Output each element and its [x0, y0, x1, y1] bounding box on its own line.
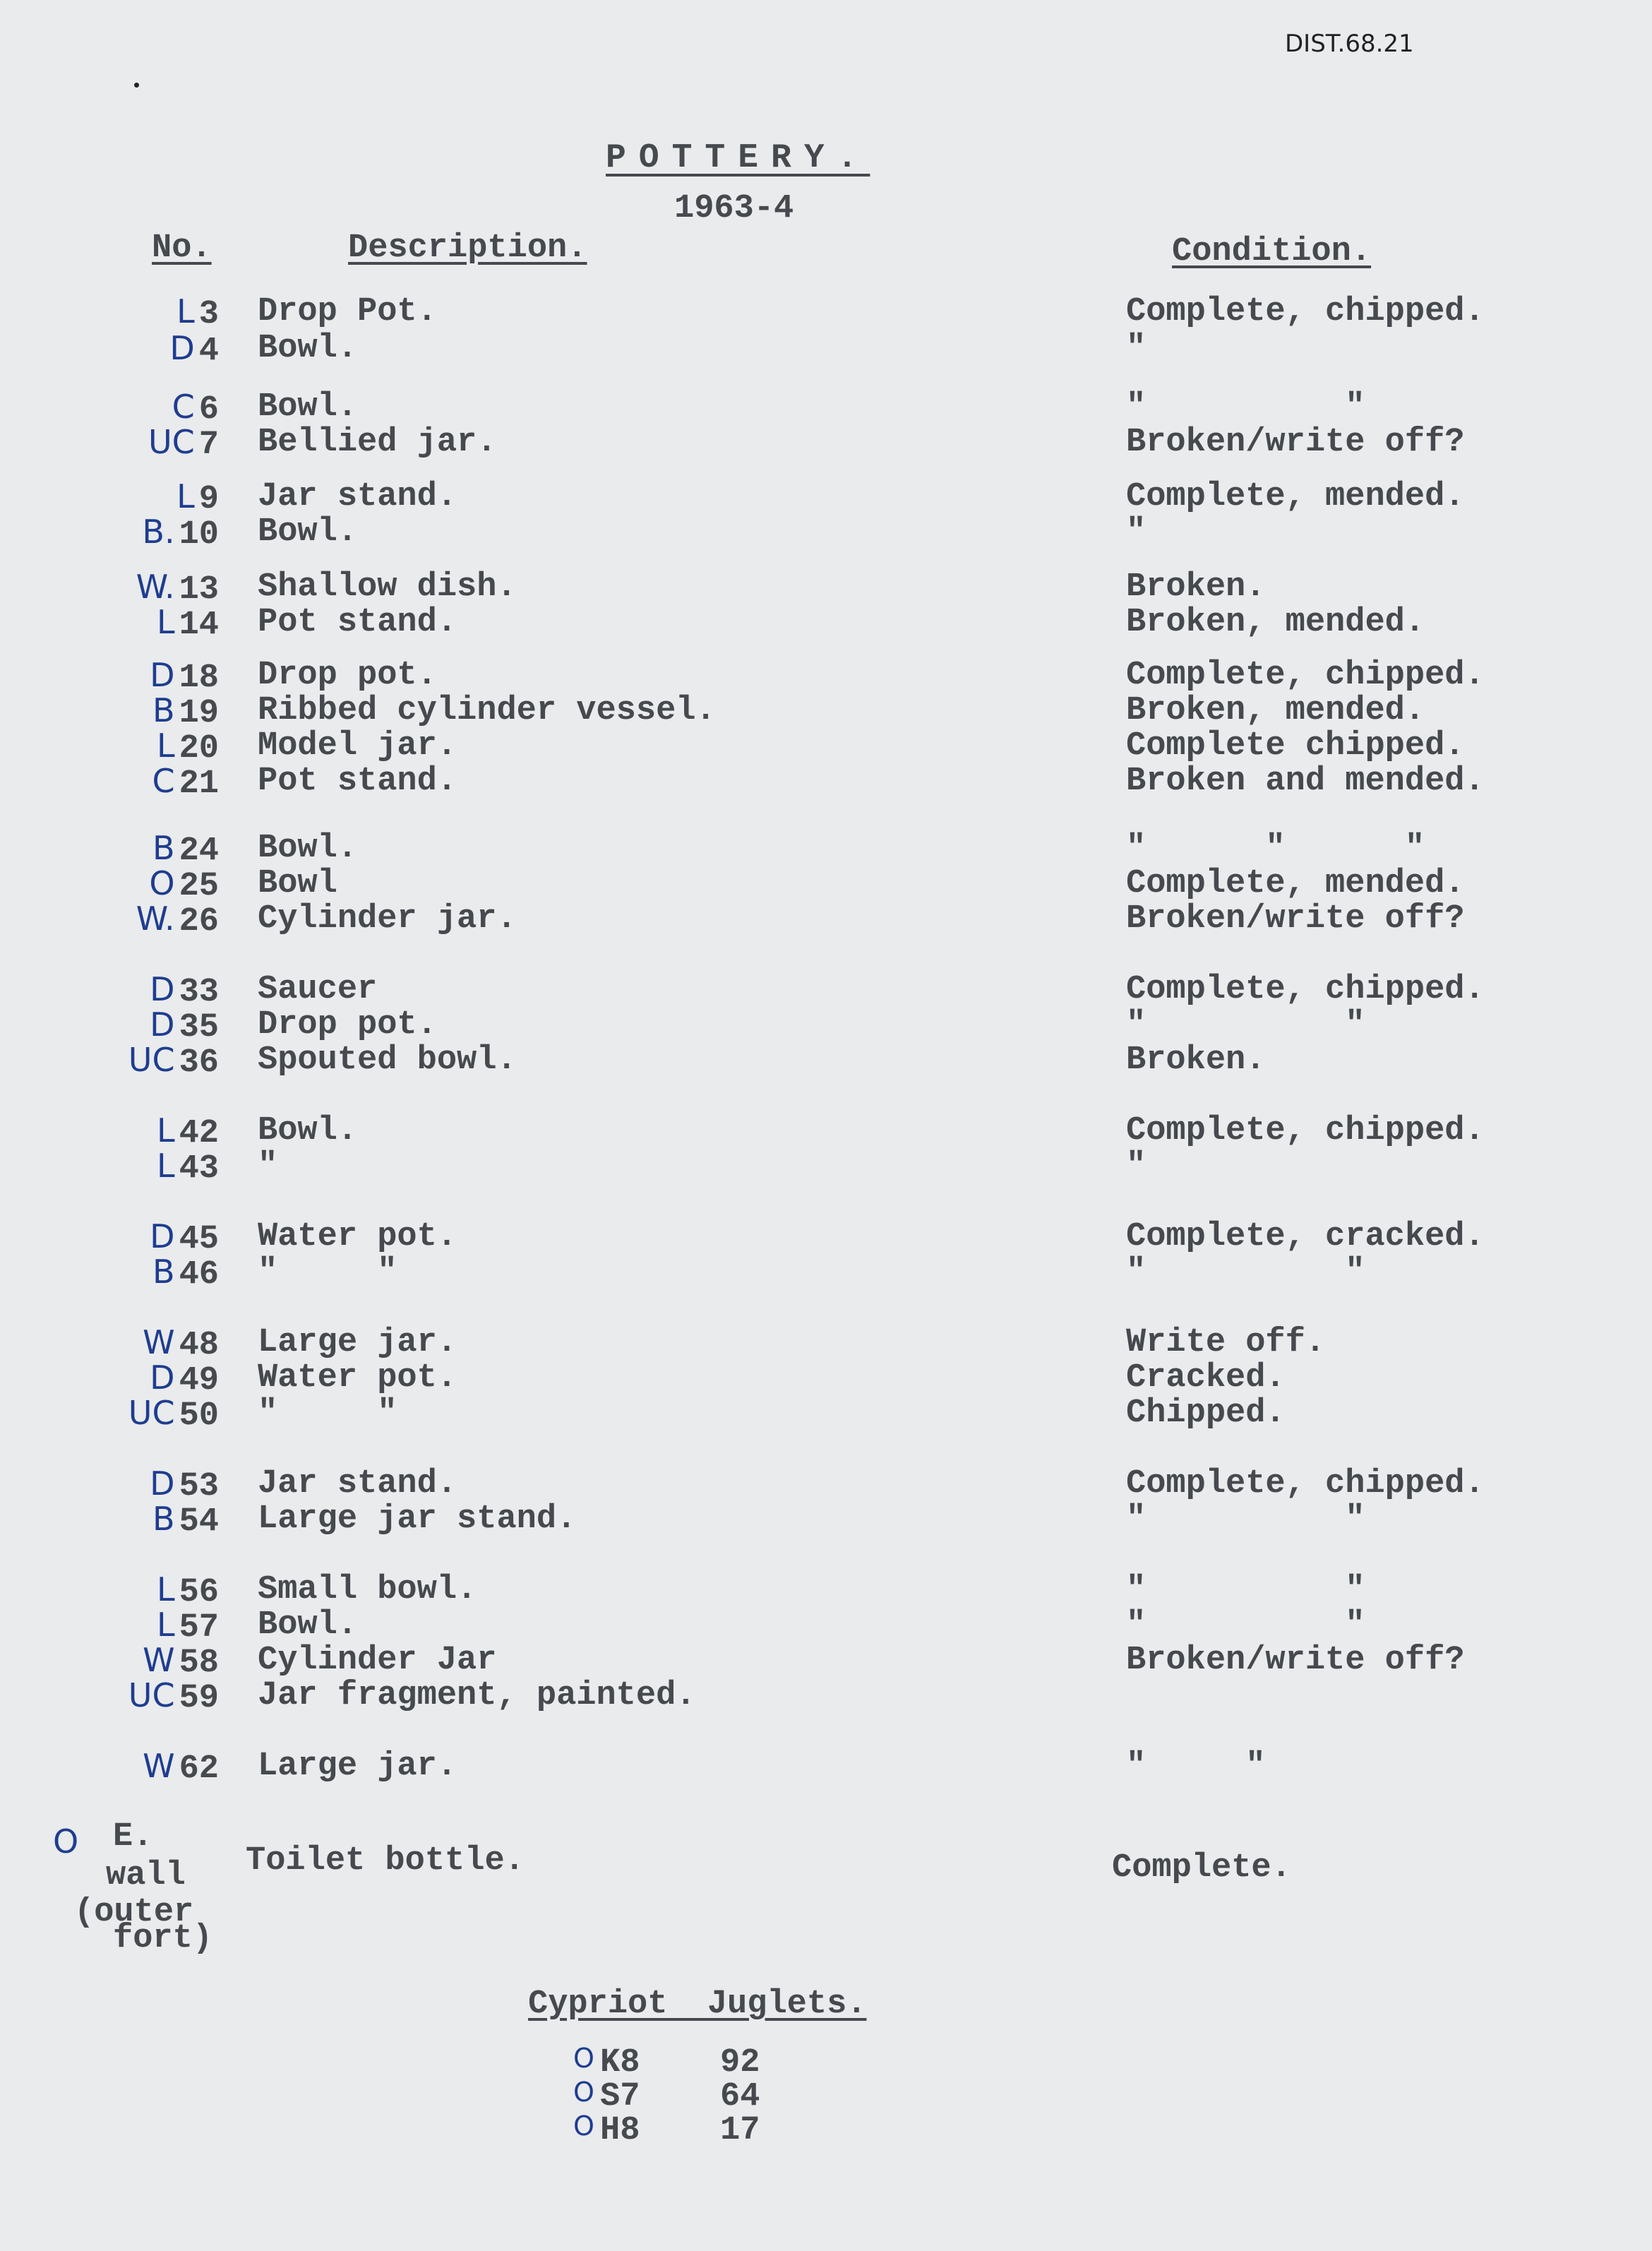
item-description: Ribbed cylinder vessel.	[258, 692, 716, 729]
juglet-mark: O	[573, 2077, 594, 2108]
item-no: 24	[179, 832, 219, 870]
item-description: Bowl.	[258, 1112, 358, 1150]
item-no: 54	[179, 1503, 219, 1541]
item-description: Bowl.	[258, 1606, 358, 1644]
list-item	[0, 423, 1652, 464]
item-location-mark: UC	[128, 1041, 175, 1079]
item-condition: Broken/write off?	[1126, 900, 1465, 938]
list-item	[0, 970, 1652, 1011]
item-number	[71, 1606, 219, 1647]
item-condition: Complete, mended.	[1126, 865, 1465, 902]
list-item	[0, 1217, 1652, 1258]
juglets-heading: Cypriot Juglets.	[528, 1986, 867, 2023]
item-location-mark: B	[152, 691, 175, 729]
item-no: 42	[179, 1115, 219, 1152]
item-number	[71, 603, 219, 644]
item-no: 35	[179, 1009, 219, 1046]
item-number	[71, 970, 219, 1011]
list-item	[0, 390, 1652, 427]
item-condition: " "	[1126, 1500, 1365, 1538]
item-no: 50	[179, 1397, 219, 1435]
item-number	[71, 477, 219, 518]
list-item	[0, 1608, 1652, 1645]
list-item	[0, 762, 1652, 803]
item-location-mark: UC	[148, 423, 195, 461]
juglet-value: 17	[720, 2112, 760, 2149]
item-condition: Complete, chipped.	[1126, 293, 1485, 330]
item-number	[71, 1041, 219, 1082]
page-title: POTTERY.	[606, 139, 870, 177]
juglet-code: K8	[600, 2044, 640, 2082]
juglet-mark: O	[573, 2043, 594, 2074]
item-description: " "	[258, 1395, 397, 1432]
item-condition: "	[1126, 513, 1147, 551]
item-location-mark: L	[156, 603, 175, 641]
item-no: 4	[198, 333, 219, 370]
header-condition: Condition.	[1172, 233, 1372, 270]
item-description: Bowl.	[258, 330, 358, 367]
item-description: Large jar stand.	[258, 1500, 577, 1538]
item-no: 33	[179, 974, 219, 1011]
wall-item-location-4: fort)	[113, 1920, 213, 1957]
item-condition: Broken and mended.	[1126, 763, 1485, 800]
item-condition: Complete, cracked.	[1126, 1218, 1485, 1255]
item-number	[71, 1394, 219, 1435]
item-location-mark: D	[150, 1217, 175, 1255]
list-item	[0, 1570, 1652, 1611]
list-item	[0, 656, 1652, 697]
item-number	[71, 329, 219, 370]
item-condition: " "	[1126, 388, 1365, 426]
item-condition: Broken/write off?	[1126, 424, 1465, 461]
item-number	[71, 1464, 219, 1505]
item-number	[71, 1500, 219, 1541]
item-number	[71, 1147, 219, 1188]
item-no: 20	[179, 730, 219, 768]
item-no: 7	[198, 426, 219, 464]
item-condition: Broken, mended.	[1126, 692, 1425, 729]
item-no: 53	[179, 1468, 219, 1505]
item-no: 3	[198, 296, 219, 333]
item-no: 36	[179, 1044, 219, 1082]
item-no: 10	[179, 516, 219, 554]
item-condition: " "	[1126, 1253, 1365, 1291]
item-no: 46	[179, 1256, 219, 1294]
item-location-mark: W.	[136, 900, 175, 938]
item-description: Cylinder Jar	[258, 1642, 497, 1679]
item-location-mark: D	[150, 656, 175, 694]
list-item	[0, 1111, 1652, 1152]
wall-item-location-2: wall	[106, 1857, 186, 1894]
item-number	[71, 864, 219, 905]
juglet-code: H8	[600, 2112, 640, 2149]
item-condition: " "	[1126, 1606, 1365, 1644]
item-location-mark: D	[150, 970, 175, 1008]
wall-item-description: Toilet bottle.	[246, 1842, 525, 1880]
juglet-code: S7	[600, 2078, 640, 2115]
item-number	[71, 1747, 219, 1788]
item-description: Bellied jar.	[258, 424, 497, 461]
item-condition: Broken.	[1126, 1041, 1266, 1079]
list-item	[0, 864, 1652, 905]
item-description: Shallow dish.	[258, 568, 517, 606]
juglet-mark: O	[573, 2110, 594, 2142]
item-location-mark: L	[176, 477, 195, 515]
item-location-mark: L	[156, 1606, 175, 1644]
list-item	[0, 1641, 1652, 1682]
item-number	[71, 1323, 219, 1364]
item-no: 56	[179, 1574, 219, 1611]
item-no: 45	[179, 1221, 219, 1258]
wall-item-condition: Complete.	[1112, 1849, 1291, 1887]
item-description: Pot stand.	[258, 763, 457, 800]
item-description: Large jar.	[258, 1324, 457, 1361]
item-description: Bowl	[258, 865, 337, 902]
list-item	[0, 1464, 1652, 1505]
item-description: "	[258, 1147, 278, 1185]
item-description: Saucer	[258, 971, 378, 1008]
item-condition: Complete, chipped.	[1126, 971, 1485, 1008]
item-number	[71, 1253, 219, 1294]
item-no: 25	[179, 868, 219, 905]
item-description: Water pot.	[258, 1359, 457, 1397]
item-no: 6	[198, 391, 219, 429]
item-location-mark: B	[152, 1500, 175, 1538]
wall-item-location-1: E.	[113, 1818, 153, 1856]
item-condition: Chipped.	[1126, 1395, 1286, 1432]
list-item	[0, 477, 1652, 518]
item-location-mark: W	[143, 1747, 175, 1785]
list-item	[0, 691, 1652, 732]
item-number	[71, 292, 219, 333]
list-item	[0, 1747, 1652, 1788]
item-description: Model jar.	[258, 727, 457, 765]
item-location-mark: W	[143, 1641, 175, 1679]
item-location-mark: L	[176, 292, 195, 330]
item-description: Bowl.	[258, 830, 358, 867]
item-location-mark: B	[152, 1253, 175, 1291]
item-description: Bowl.	[258, 513, 358, 551]
list-item	[0, 829, 1652, 870]
item-description: Spouted bowl.	[258, 1041, 517, 1079]
item-description: Cylinder jar.	[258, 900, 517, 938]
item-no: 19	[179, 695, 219, 732]
item-location-mark: D	[169, 329, 195, 367]
item-no: 13	[179, 571, 219, 609]
item-condition: Broken.	[1126, 568, 1266, 606]
list-item	[0, 603, 1652, 644]
item-no: 62	[179, 1750, 219, 1788]
item-location-mark: D	[150, 1005, 175, 1044]
item-condition: " "	[1126, 1571, 1365, 1608]
item-condition: Broken, mended.	[1126, 604, 1425, 641]
list-item	[0, 1255, 1652, 1292]
item-no: 26	[179, 903, 219, 941]
item-number	[71, 388, 219, 429]
item-no: 9	[198, 481, 219, 518]
item-number	[71, 568, 219, 609]
item-condition: "	[1126, 330, 1147, 367]
item-number	[71, 1217, 219, 1258]
item-condition: " " "	[1126, 830, 1425, 867]
page-year: 1963-4	[674, 190, 794, 227]
juglet-value: 92	[720, 2044, 760, 2082]
item-location-mark: L	[156, 1570, 175, 1608]
item-number	[71, 423, 219, 464]
item-condition: " "	[1126, 1748, 1266, 1785]
item-location-mark: W	[143, 1323, 175, 1361]
list-item	[0, 1394, 1652, 1435]
item-no: 59	[179, 1680, 219, 1717]
list-item	[0, 1041, 1652, 1082]
item-condition: Complete chipped.	[1126, 727, 1465, 765]
archive-reference: DIST.68.21	[1285, 30, 1414, 58]
list-item	[0, 902, 1652, 939]
item-condition: Complete, chipped.	[1126, 1112, 1485, 1150]
header-description: Description.	[348, 229, 587, 267]
item-description: Large jar.	[258, 1748, 457, 1785]
item-number	[71, 656, 219, 697]
item-number	[71, 691, 219, 732]
list-item	[0, 1500, 1652, 1541]
item-description: Drop pot.	[258, 657, 437, 694]
item-description: Water pot.	[258, 1218, 457, 1255]
list-item	[0, 1361, 1652, 1398]
ink-dot	[134, 83, 139, 88]
item-no: 43	[179, 1150, 219, 1188]
item-condition: Complete, mended.	[1126, 478, 1465, 515]
juglet-value: 64	[720, 2078, 760, 2115]
item-number	[71, 829, 219, 870]
item-no: 58	[179, 1644, 219, 1682]
item-no: 14	[179, 607, 219, 644]
item-location-mark: C	[152, 762, 175, 800]
item-location-mark: D	[150, 1464, 175, 1503]
item-number	[71, 1005, 219, 1046]
wall-item-mark: O	[53, 1822, 79, 1861]
list-item	[0, 729, 1652, 766]
wall-item-location-3: (outer	[74, 1894, 194, 1931]
list-item	[0, 1323, 1652, 1364]
item-description: Pot stand.	[258, 604, 457, 641]
item-description: " "	[258, 1253, 397, 1291]
item-description: Jar stand.	[258, 478, 457, 515]
item-condition: Broken/write off?	[1126, 1642, 1465, 1679]
list-item	[0, 1005, 1652, 1046]
list-item	[0, 515, 1652, 552]
item-number	[71, 1570, 219, 1611]
item-no: 49	[179, 1362, 219, 1399]
item-location-mark: C	[172, 388, 195, 426]
item-location-mark: UC	[128, 1676, 175, 1714]
item-location-mark: B	[152, 829, 175, 867]
item-number	[71, 900, 219, 941]
item-condition: Write off.	[1126, 1324, 1326, 1361]
item-condition: Complete, chipped.	[1126, 657, 1485, 694]
item-location-mark: D	[150, 1359, 175, 1397]
item-description: Small bowl.	[258, 1571, 477, 1608]
item-condition: "	[1126, 1147, 1147, 1185]
item-location-mark: B.	[142, 513, 175, 551]
item-number	[71, 1111, 219, 1152]
item-location-mark: L	[156, 1111, 175, 1150]
item-number	[71, 727, 219, 768]
list-item	[0, 329, 1652, 370]
item-location-mark: UC	[128, 1394, 175, 1432]
list-item	[0, 1147, 1652, 1188]
item-location-mark: L	[156, 1147, 175, 1185]
item-no: 18	[179, 659, 219, 697]
item-location-mark: L	[156, 727, 175, 765]
item-no: 21	[179, 765, 219, 803]
item-description: Jar stand.	[258, 1465, 457, 1503]
item-condition: Cracked.	[1126, 1359, 1286, 1397]
item-number	[71, 513, 219, 554]
item-no: 48	[179, 1327, 219, 1364]
item-number	[71, 1361, 219, 1397]
item-condition: " "	[1126, 1006, 1365, 1044]
item-location-mark: O	[149, 864, 175, 902]
list-item	[0, 568, 1652, 609]
item-description: Drop Pot.	[258, 293, 437, 330]
item-description: Jar fragment, painted.	[258, 1677, 696, 1714]
item-number	[71, 1641, 219, 1682]
item-description: Drop pot.	[258, 1006, 437, 1044]
item-number	[71, 1676, 219, 1717]
item-condition: Complete, chipped.	[1126, 1465, 1485, 1503]
item-location-mark: W.	[136, 568, 175, 606]
list-item	[0, 1676, 1652, 1717]
item-description: Bowl.	[258, 388, 358, 426]
list-item	[0, 292, 1652, 333]
item-number	[71, 762, 219, 803]
header-no: No.	[152, 229, 212, 267]
item-no: 57	[179, 1609, 219, 1647]
